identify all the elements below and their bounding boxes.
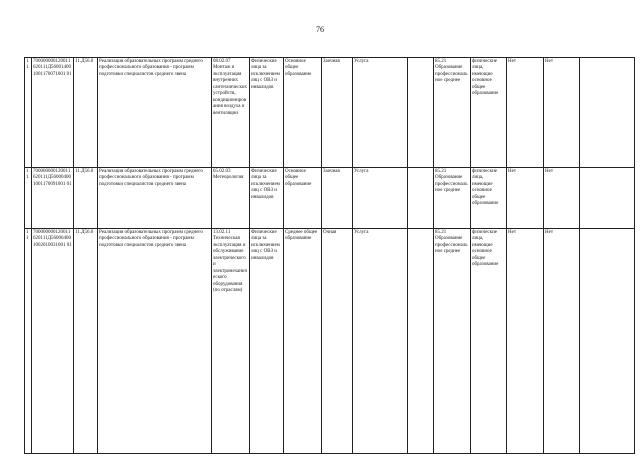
flag-2: Нет: [544, 58, 580, 168]
specialty: 08.02.07 Монтаж и эксплуатация внутренних сантехнических устройств, кондиционирования воздуха и вентиляции: [212, 58, 250, 168]
flag-2: Нет: [544, 229, 580, 454]
row-index: 11: [25, 229, 32, 454]
table-row: [25, 58, 635, 168]
empty-cell: [408, 168, 434, 229]
empty-cell: [408, 229, 434, 454]
study-form: Заочная: [322, 58, 353, 168]
education-base: Основное общее образование: [284, 58, 322, 168]
item-type: Услуга: [353, 168, 408, 229]
registry-table: [24, 57, 635, 454]
specialty: 05.02.03 Метеорология: [212, 168, 250, 229]
consumer-category: Физические лица за исключением лиц с ОВЗ и инвалидов: [250, 58, 284, 168]
registry-code: 700000000120011620111Д560004001001170091001 01: [32, 168, 74, 229]
registry-code: 700000000120011620111Д560064001002010031001 01: [32, 229, 74, 454]
consumers: физические лица, имеющие основное общее образование: [471, 58, 507, 168]
table-row: [25, 168, 635, 229]
flag-2: Нет: [544, 168, 580, 229]
study-form: Очная: [322, 229, 353, 454]
program-name: Реализация образовательных программ среднего профессионального образования - программ подготовки специалистов среднего звена: [98, 168, 212, 229]
specialty: 13.02.11 Техническая эксплуатация и обслуживание электрического и электромеханического оборудования (по отраслям): [212, 229, 250, 454]
spec-code: 11.Д56.0: [74, 58, 98, 168]
study-form: Заочная: [322, 168, 353, 229]
okved: 85.21 Образование профессиональное среднее: [434, 58, 471, 168]
consumer-category: Физические лица за исключением лиц с ОВЗ и инвалидов: [250, 168, 284, 229]
row-index: 11: [25, 58, 32, 168]
okved: 85.21 Образование профессиональное среднее: [434, 168, 471, 229]
okved: 85.21 Образование профессиональное среднее: [434, 229, 471, 454]
flag-1: Нет: [507, 58, 544, 168]
consumers: физические лица, имеющие основное общее образование: [471, 229, 507, 454]
item-type: Услуга: [353, 58, 408, 168]
item-type: Услуга: [353, 229, 408, 454]
spec-code: 11.Д56.0: [74, 229, 98, 454]
registry-code: 700000000120011620111Д560014001001170071001 01: [32, 58, 74, 168]
empty-cell: [580, 168, 635, 229]
flag-1: Нет: [507, 229, 544, 454]
education-base: Среднее общее образование: [284, 229, 322, 454]
flag-1: Нет: [507, 168, 544, 229]
row-index: 11: [25, 168, 32, 229]
program-name: Реализация образовательных программ среднего профессионального образования - программ подготовки специалистов среднего звена: [98, 58, 212, 168]
empty-cell: [580, 229, 635, 454]
page-number: 76: [316, 25, 324, 34]
table-row: [25, 229, 635, 454]
education-base: Основное общее образование: [284, 168, 322, 229]
consumer-category: Физические лица за исключением лиц с ОВЗ и инвалидов: [250, 229, 284, 454]
program-name: Реализация образовательных программ среднего профессионального образования - программ подготовки специалистов среднего звена: [98, 229, 212, 454]
spec-code: 11.Д56.0: [74, 168, 98, 229]
empty-cell: [408, 58, 434, 168]
empty-cell: [580, 58, 635, 168]
consumers: физические лица, имеющие основное общее образование: [471, 168, 507, 229]
